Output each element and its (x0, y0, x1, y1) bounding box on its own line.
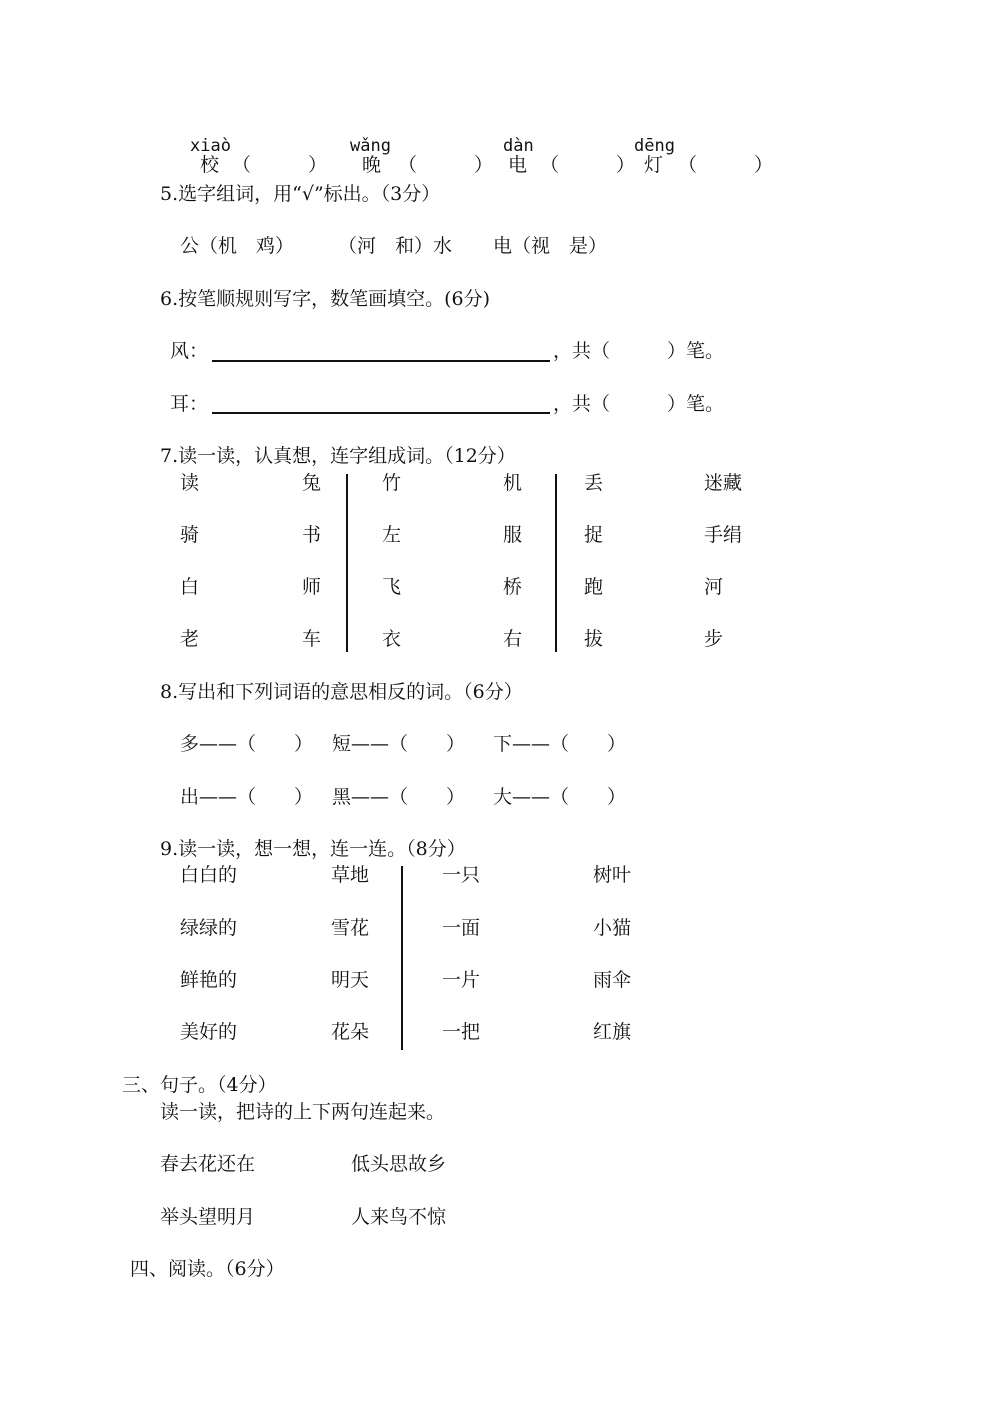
q7-word[interactable]: 书 (302, 524, 322, 546)
q7-divider-1 (346, 474, 348, 652)
q7-word[interactable]: 飞 (382, 576, 402, 598)
q6-writing-line-feng[interactable] (212, 360, 550, 362)
blank-wang[interactable]: （ ） (398, 154, 494, 176)
blank-xiao[interactable]: （ ） (232, 154, 328, 176)
char-deng: 灯 (644, 154, 664, 176)
q7-word[interactable]: 手绢 (704, 524, 743, 546)
char-dan: 电 (508, 154, 528, 176)
q7-word[interactable]: 竹 (382, 472, 402, 494)
q9-word[interactable]: 一只 (442, 864, 481, 886)
poem-line[interactable]: 举头望明月 (160, 1206, 256, 1228)
pinyin-dan: dàn (503, 136, 534, 156)
q7-word[interactable]: 老 (180, 628, 200, 650)
char-wang: 晚 (362, 154, 382, 176)
q5-item-2[interactable]: （河 和）水 (338, 235, 453, 257)
q8-title: 8.写出和下列词语的意思相反的词。（6分） (160, 681, 523, 703)
q9-word[interactable]: 白白的 (180, 864, 238, 886)
q7-word[interactable]: 服 (503, 524, 523, 546)
q8-antonym-xia[interactable]: 下——（ ） (493, 733, 627, 755)
section4-heading: 四、阅读。（6分） (130, 1258, 285, 1280)
pinyin-xiao: xiaò (190, 136, 231, 156)
poem-line[interactable]: 低头思故乡 (351, 1153, 447, 1175)
q9-title: 9.读一读，想一想，连一连。（8分） (160, 838, 466, 860)
q7-word[interactable]: 桥 (503, 576, 523, 598)
q7-word[interactable]: 衣 (382, 628, 402, 650)
pinyin-deng: dēng (634, 136, 675, 156)
q9-word[interactable]: 雨伞 (593, 969, 632, 991)
q6-writing-line-er[interactable] (212, 412, 550, 414)
q7-word[interactable]: 步 (704, 628, 724, 650)
q5-item-1[interactable]: 公（机 鸡） (180, 235, 295, 257)
q8-antonym-hei[interactable]: 黑——（ ） (332, 786, 466, 808)
poem-line[interactable]: 人来鸟不惊 (351, 1206, 447, 1228)
q7-word[interactable]: 兔 (302, 472, 322, 494)
q7-divider-2 (555, 474, 557, 652)
q6-stroke-count-er[interactable]: ，共（ ）笔。 (553, 393, 725, 415)
q9-word[interactable]: 雪花 (331, 917, 370, 939)
q7-title: 7.读一读，认真想，连字组成词。（12分） (160, 445, 516, 467)
q9-word[interactable]: 草地 (331, 864, 370, 886)
q9-word[interactable]: 绿绿的 (180, 917, 238, 939)
q6-stroke-count-feng[interactable]: ，共（ ）笔。 (553, 340, 725, 362)
q7-word[interactable]: 左 (382, 524, 402, 546)
q7-word[interactable]: 捉 (584, 524, 604, 546)
q6-char-feng: 风： (170, 340, 209, 362)
poem-line[interactable]: 春去花还在 (160, 1153, 256, 1175)
section3-heading: 三、句子。（4分） (122, 1074, 277, 1096)
q9-word[interactable]: 树叶 (593, 864, 632, 886)
q9-word[interactable]: 红旗 (593, 1021, 632, 1043)
q9-word[interactable]: 明天 (331, 969, 370, 991)
q9-word[interactable]: 小猫 (593, 917, 632, 939)
q7-word[interactable]: 白 (180, 576, 200, 598)
q6-title: 6.按笔顺规则写字，数笔画填空。(6分) (160, 288, 491, 310)
q9-word[interactable]: 花朵 (331, 1021, 370, 1043)
blank-dan[interactable]: （ ） (540, 154, 636, 176)
q5-title: 5.选字组词，用“√”标出。（3分） (160, 183, 441, 205)
q9-word[interactable]: 鲜艳的 (180, 969, 238, 991)
q8-antonym-chu[interactable]: 出——（ ） (180, 786, 314, 808)
q7-word[interactable]: 拔 (584, 628, 604, 650)
q7-word[interactable]: 车 (302, 628, 322, 650)
q7-word[interactable]: 迷藏 (704, 472, 743, 494)
q8-antonym-duan[interactable]: 短——（ ） (332, 733, 466, 755)
q7-word[interactable]: 骑 (180, 524, 200, 546)
section3-instruction: 读一读，把诗的上下两句连起来。 (160, 1101, 446, 1123)
q5-item-3[interactable]: 电（视 是） (493, 235, 608, 257)
q9-word[interactable]: 一片 (442, 969, 481, 991)
pinyin-wang: wǎng (350, 136, 391, 156)
q9-divider (401, 866, 403, 1050)
q6-char-er: 耳： (170, 393, 209, 415)
q7-word[interactable]: 河 (704, 576, 724, 598)
q7-word[interactable]: 机 (503, 472, 523, 494)
q9-word[interactable]: 美好的 (180, 1021, 238, 1043)
blank-deng[interactable]: （ ） (678, 154, 774, 176)
q9-word[interactable]: 一把 (442, 1021, 481, 1043)
q7-word[interactable]: 读 (180, 472, 200, 494)
q7-word[interactable]: 丢 (584, 472, 604, 494)
q7-word[interactable]: 跑 (584, 576, 604, 598)
q9-word[interactable]: 一面 (442, 917, 481, 939)
q7-word[interactable]: 师 (302, 576, 322, 598)
q7-word[interactable]: 右 (503, 628, 523, 650)
q8-antonym-duo[interactable]: 多——（ ） (180, 733, 314, 755)
q8-antonym-da[interactable]: 大——（ ） (493, 786, 627, 808)
char-xiao: 校 (200, 154, 220, 176)
